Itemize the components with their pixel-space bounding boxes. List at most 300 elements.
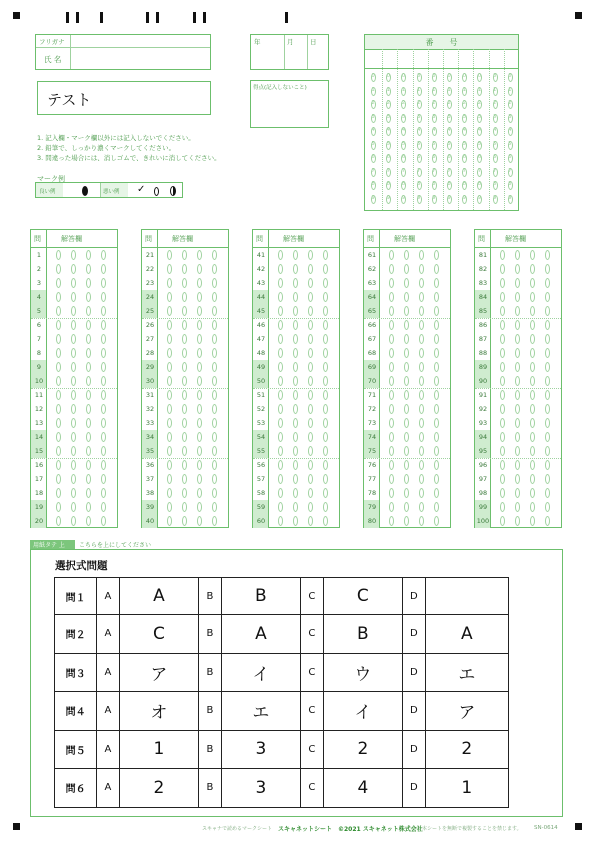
answer-bubble[interactable]	[515, 474, 520, 484]
answer-bubble[interactable]	[545, 502, 550, 512]
answer-bubble[interactable]	[500, 516, 505, 526]
answer-bubble[interactable]	[182, 278, 187, 288]
answer-bubble[interactable]	[389, 320, 394, 330]
answer-bubble[interactable]	[86, 306, 91, 316]
answer-bubble[interactable]	[212, 502, 217, 512]
answer-bubble[interactable]	[419, 348, 424, 358]
answer-bubble[interactable]	[212, 250, 217, 260]
answer-bubble[interactable]	[182, 390, 187, 400]
answer-bubble[interactable]	[167, 320, 172, 330]
answer-bubble[interactable]	[419, 292, 424, 302]
answer-bubble[interactable]	[56, 488, 61, 498]
answer-bubble[interactable]	[515, 376, 520, 386]
answer-bubble[interactable]	[323, 334, 328, 344]
choice-value[interactable]: A	[119, 578, 198, 615]
choice-value[interactable]: エ	[221, 692, 300, 731]
answer-bubble[interactable]	[308, 362, 313, 372]
answer-bubble[interactable]	[182, 488, 187, 498]
answer-bubble[interactable]	[182, 250, 187, 260]
answer-bubble[interactable]	[86, 432, 91, 442]
choice-value[interactable]: B	[323, 615, 402, 654]
answer-bubble[interactable]	[500, 320, 505, 330]
answer-bubble[interactable]	[515, 446, 520, 456]
answer-bubble[interactable]	[323, 264, 328, 274]
answer-bubble[interactable]	[515, 320, 520, 330]
answer-bubble[interactable]	[389, 418, 394, 428]
choice-value[interactable]	[425, 578, 508, 615]
answer-bubble[interactable]	[167, 278, 172, 288]
answer-bubble[interactable]	[167, 250, 172, 260]
answer-bubble[interactable]	[500, 460, 505, 470]
choice-value[interactable]: B	[221, 578, 300, 615]
answer-bubble[interactable]	[545, 306, 550, 316]
answer-bubble[interactable]	[71, 488, 76, 498]
answer-bubble[interactable]	[182, 418, 187, 428]
answer-bubble[interactable]	[323, 446, 328, 456]
answer-bubble[interactable]	[293, 432, 298, 442]
answer-bubble[interactable]	[182, 404, 187, 414]
answer-bubble[interactable]	[56, 460, 61, 470]
answer-bubble[interactable]	[323, 418, 328, 428]
answer-bubble[interactable]	[500, 334, 505, 344]
answer-bubble[interactable]	[389, 250, 394, 260]
answer-bubble[interactable]	[389, 488, 394, 498]
answer-bubble[interactable]	[530, 320, 535, 330]
answer-bubble[interactable]	[419, 488, 424, 498]
answer-bubble[interactable]	[545, 320, 550, 330]
answer-bubble[interactable]	[182, 320, 187, 330]
answer-bubble[interactable]	[419, 278, 424, 288]
answer-bubble[interactable]	[197, 292, 202, 302]
answer-bubble[interactable]	[212, 390, 217, 400]
answer-bubble[interactable]	[56, 376, 61, 386]
answer-bubble[interactable]	[278, 376, 283, 386]
answer-bubble[interactable]	[389, 348, 394, 358]
answer-bubble[interactable]	[71, 334, 76, 344]
answer-bubble[interactable]	[500, 292, 505, 302]
answer-bubble[interactable]	[545, 404, 550, 414]
answer-bubble[interactable]	[404, 460, 409, 470]
answer-bubble[interactable]	[56, 404, 61, 414]
choice-value[interactable]: 3	[221, 730, 300, 769]
answer-bubble[interactable]	[389, 362, 394, 372]
answer-bubble[interactable]	[212, 474, 217, 484]
answer-bubble[interactable]	[308, 516, 313, 526]
answer-bubble[interactable]	[308, 348, 313, 358]
answer-bubble[interactable]	[86, 278, 91, 288]
choice-value[interactable]: 2	[119, 769, 198, 808]
answer-bubble[interactable]	[101, 278, 106, 288]
answer-bubble[interactable]	[530, 460, 535, 470]
answer-bubble[interactable]	[419, 474, 424, 484]
answer-bubble[interactable]	[197, 488, 202, 498]
answer-bubble[interactable]	[404, 306, 409, 316]
answer-bubble[interactable]	[56, 334, 61, 344]
choice-value[interactable]: C	[119, 615, 198, 654]
answer-bubble[interactable]	[500, 348, 505, 358]
answer-bubble[interactable]	[545, 474, 550, 484]
answer-bubble[interactable]	[515, 404, 520, 414]
answer-bubble[interactable]	[515, 264, 520, 274]
answer-bubble[interactable]	[308, 334, 313, 344]
answer-bubble[interactable]	[515, 432, 520, 442]
answer-bubble[interactable]	[71, 418, 76, 428]
answer-bubble[interactable]	[323, 320, 328, 330]
answer-bubble[interactable]	[434, 502, 439, 512]
answer-bubble[interactable]	[197, 376, 202, 386]
answer-bubble[interactable]	[434, 376, 439, 386]
answer-bubble[interactable]	[323, 390, 328, 400]
answer-bubble[interactable]	[56, 446, 61, 456]
answer-bubble[interactable]	[101, 502, 106, 512]
answer-bubble[interactable]	[101, 418, 106, 428]
answer-bubble[interactable]	[404, 264, 409, 274]
answer-bubble[interactable]	[86, 418, 91, 428]
answer-bubble[interactable]	[530, 474, 535, 484]
choice-value[interactable]: エ	[425, 653, 508, 692]
answer-bubble[interactable]	[500, 250, 505, 260]
answer-bubble[interactable]	[86, 250, 91, 260]
answer-bubble[interactable]	[293, 278, 298, 288]
answer-bubble[interactable]	[515, 278, 520, 288]
answer-bubble[interactable]	[500, 278, 505, 288]
answer-bubble[interactable]	[86, 488, 91, 498]
answer-bubble[interactable]	[545, 292, 550, 302]
answer-bubble[interactable]	[500, 306, 505, 316]
answer-bubble[interactable]	[278, 516, 283, 526]
answer-bubble[interactable]	[530, 250, 535, 260]
answer-bubble[interactable]	[293, 418, 298, 428]
choice-value[interactable]: 1	[425, 769, 508, 808]
answer-bubble[interactable]	[167, 362, 172, 372]
answer-bubble[interactable]	[167, 460, 172, 470]
answer-bubble[interactable]	[278, 460, 283, 470]
choice-value[interactable]: 3	[221, 769, 300, 808]
answer-bubble[interactable]	[167, 390, 172, 400]
answer-bubble[interactable]	[86, 446, 91, 456]
answer-bubble[interactable]	[182, 516, 187, 526]
answer-bubble[interactable]	[434, 474, 439, 484]
answer-bubble[interactable]	[404, 488, 409, 498]
answer-bubble[interactable]	[56, 264, 61, 274]
answer-bubble[interactable]	[197, 418, 202, 428]
answer-bubble[interactable]	[71, 250, 76, 260]
answer-bubble[interactable]	[212, 446, 217, 456]
answer-bubble[interactable]	[404, 292, 409, 302]
answer-bubble[interactable]	[56, 516, 61, 526]
answer-bubble[interactable]	[404, 320, 409, 330]
answer-bubble[interactable]	[545, 460, 550, 470]
answer-bubble[interactable]	[308, 432, 313, 442]
answer-bubble[interactable]	[308, 390, 313, 400]
answer-bubble[interactable]	[212, 306, 217, 316]
answer-bubble[interactable]	[278, 306, 283, 316]
choice-value[interactable]: ウ	[323, 653, 402, 692]
answer-bubble[interactable]	[293, 334, 298, 344]
answer-bubble[interactable]	[323, 488, 328, 498]
answer-bubble[interactable]	[182, 334, 187, 344]
answer-bubble[interactable]	[308, 460, 313, 470]
answer-bubble[interactable]	[197, 516, 202, 526]
answer-bubble[interactable]	[56, 320, 61, 330]
answer-bubble[interactable]	[404, 446, 409, 456]
answer-bubble[interactable]	[419, 306, 424, 316]
answer-bubble[interactable]	[197, 250, 202, 260]
answer-bubble[interactable]	[101, 474, 106, 484]
answer-bubble[interactable]	[293, 488, 298, 498]
answer-bubble[interactable]	[500, 390, 505, 400]
answer-bubble[interactable]	[545, 446, 550, 456]
answer-bubble[interactable]	[197, 460, 202, 470]
answer-bubble[interactable]	[389, 264, 394, 274]
answer-bubble[interactable]	[389, 460, 394, 470]
answer-bubble[interactable]	[101, 488, 106, 498]
answer-bubble[interactable]	[530, 418, 535, 428]
answer-bubble[interactable]	[182, 446, 187, 456]
answer-bubble[interactable]	[167, 502, 172, 512]
answer-bubble[interactable]	[308, 404, 313, 414]
answer-bubble[interactable]	[530, 404, 535, 414]
answer-bubble[interactable]	[56, 348, 61, 358]
answer-bubble[interactable]	[419, 250, 424, 260]
answer-bubble[interactable]	[404, 278, 409, 288]
answer-bubble[interactable]	[182, 292, 187, 302]
answer-bubble[interactable]	[56, 292, 61, 302]
answer-bubble[interactable]	[197, 474, 202, 484]
answer-bubble[interactable]	[293, 264, 298, 274]
answer-bubble[interactable]	[86, 334, 91, 344]
answer-bubble[interactable]	[86, 320, 91, 330]
answer-bubble[interactable]	[434, 264, 439, 274]
answer-bubble[interactable]	[197, 264, 202, 274]
answer-bubble[interactable]	[212, 516, 217, 526]
answer-bubble[interactable]	[278, 446, 283, 456]
answer-bubble[interactable]	[71, 446, 76, 456]
answer-bubble[interactable]	[434, 516, 439, 526]
answer-bubble[interactable]	[530, 292, 535, 302]
answer-bubble[interactable]	[308, 292, 313, 302]
answer-bubble[interactable]	[182, 376, 187, 386]
answer-bubble[interactable]	[167, 418, 172, 428]
answer-bubble[interactable]	[197, 278, 202, 288]
answer-bubble[interactable]	[389, 306, 394, 316]
answer-bubble[interactable]	[500, 376, 505, 386]
answer-bubble[interactable]	[515, 348, 520, 358]
answer-bubble[interactable]	[389, 390, 394, 400]
answer-bubble[interactable]	[530, 334, 535, 344]
answer-bubble[interactable]	[389, 432, 394, 442]
answer-bubble[interactable]	[212, 376, 217, 386]
answer-bubble[interactable]	[500, 404, 505, 414]
answer-bubble[interactable]	[323, 306, 328, 316]
answer-bubble[interactable]	[101, 320, 106, 330]
answer-bubble[interactable]	[86, 474, 91, 484]
answer-bubble[interactable]	[86, 404, 91, 414]
answer-bubble[interactable]	[278, 278, 283, 288]
answer-bubble[interactable]	[434, 306, 439, 316]
answer-bubble[interactable]	[308, 488, 313, 498]
answer-bubble[interactable]	[434, 250, 439, 260]
answer-bubble[interactable]	[167, 432, 172, 442]
answer-bubble[interactable]	[419, 432, 424, 442]
answer-bubble[interactable]	[545, 334, 550, 344]
answer-bubble[interactable]	[101, 306, 106, 316]
answer-bubble[interactable]	[212, 362, 217, 372]
choice-value[interactable]: 2	[323, 730, 402, 769]
answer-bubble[interactable]	[197, 320, 202, 330]
answer-bubble[interactable]	[278, 418, 283, 428]
answer-bubble[interactable]	[101, 348, 106, 358]
answer-bubble[interactable]	[278, 474, 283, 484]
answer-bubble[interactable]	[500, 432, 505, 442]
answer-bubble[interactable]	[434, 292, 439, 302]
answer-bubble[interactable]	[308, 250, 313, 260]
answer-bubble[interactable]	[500, 502, 505, 512]
answer-bubble[interactable]	[434, 418, 439, 428]
answer-bubble[interactable]	[197, 446, 202, 456]
answer-bubble[interactable]	[404, 432, 409, 442]
answer-bubble[interactable]	[212, 348, 217, 358]
answer-bubble[interactable]	[389, 278, 394, 288]
answer-bubble[interactable]	[197, 390, 202, 400]
answer-bubble[interactable]	[182, 348, 187, 358]
answer-bubble[interactable]	[515, 362, 520, 372]
choice-value[interactable]: A	[425, 615, 508, 654]
answer-bubble[interactable]	[182, 474, 187, 484]
answer-bubble[interactable]	[278, 320, 283, 330]
answer-bubble[interactable]	[308, 474, 313, 484]
answer-bubble[interactable]	[404, 362, 409, 372]
answer-bubble[interactable]	[212, 278, 217, 288]
answer-bubble[interactable]	[101, 446, 106, 456]
answer-bubble[interactable]	[101, 376, 106, 386]
answer-bubble[interactable]	[323, 502, 328, 512]
answer-bubble[interactable]	[434, 334, 439, 344]
answer-bubble[interactable]	[515, 502, 520, 512]
answer-bubble[interactable]	[434, 432, 439, 442]
answer-bubble[interactable]	[404, 418, 409, 428]
answer-bubble[interactable]	[404, 390, 409, 400]
answer-bubble[interactable]	[389, 334, 394, 344]
answer-bubble[interactable]	[86, 264, 91, 274]
answer-bubble[interactable]	[212, 264, 217, 274]
answer-bubble[interactable]	[86, 390, 91, 400]
answer-bubble[interactable]	[71, 292, 76, 302]
answer-bubble[interactable]	[545, 264, 550, 274]
answer-bubble[interactable]	[515, 418, 520, 428]
answer-bubble[interactable]	[182, 432, 187, 442]
answer-bubble[interactable]	[545, 432, 550, 442]
answer-bubble[interactable]	[404, 502, 409, 512]
answer-bubble[interactable]	[86, 516, 91, 526]
answer-bubble[interactable]	[515, 292, 520, 302]
answer-bubble[interactable]	[167, 264, 172, 274]
answer-bubble[interactable]	[182, 264, 187, 274]
answer-bubble[interactable]	[323, 460, 328, 470]
answer-bubble[interactable]	[101, 404, 106, 414]
answer-bubble[interactable]	[530, 390, 535, 400]
answer-bubble[interactable]	[56, 390, 61, 400]
answer-bubble[interactable]	[323, 278, 328, 288]
answer-bubble[interactable]	[71, 348, 76, 358]
answer-bubble[interactable]	[434, 320, 439, 330]
choice-value[interactable]: オ	[119, 692, 198, 731]
answer-bubble[interactable]	[293, 306, 298, 316]
answer-bubble[interactable]	[389, 502, 394, 512]
answer-bubble[interactable]	[86, 502, 91, 512]
answer-bubble[interactable]	[71, 516, 76, 526]
answer-bubble[interactable]	[212, 460, 217, 470]
answer-bubble[interactable]	[197, 348, 202, 358]
answer-bubble[interactable]	[167, 446, 172, 456]
answer-bubble[interactable]	[56, 306, 61, 316]
answer-bubble[interactable]	[500, 446, 505, 456]
answer-bubble[interactable]	[86, 292, 91, 302]
answer-bubble[interactable]	[71, 502, 76, 512]
answer-bubble[interactable]	[212, 488, 217, 498]
answer-bubble[interactable]	[308, 376, 313, 386]
choice-value[interactable]: 4	[323, 769, 402, 808]
answer-bubble[interactable]	[308, 264, 313, 274]
answer-bubble[interactable]	[389, 516, 394, 526]
answer-bubble[interactable]	[500, 474, 505, 484]
answer-bubble[interactable]	[545, 516, 550, 526]
answer-bubble[interactable]	[167, 376, 172, 386]
answer-bubble[interactable]	[293, 362, 298, 372]
answer-bubble[interactable]	[293, 390, 298, 400]
answer-bubble[interactable]	[434, 348, 439, 358]
answer-bubble[interactable]	[323, 432, 328, 442]
answer-bubble[interactable]	[500, 264, 505, 274]
answer-bubble[interactable]	[167, 306, 172, 316]
answer-bubble[interactable]	[308, 306, 313, 316]
answer-bubble[interactable]	[278, 488, 283, 498]
answer-bubble[interactable]	[293, 404, 298, 414]
answer-bubble[interactable]	[293, 474, 298, 484]
answer-bubble[interactable]	[197, 404, 202, 414]
answer-bubble[interactable]	[500, 488, 505, 498]
answer-bubble[interactable]	[515, 390, 520, 400]
answer-bubble[interactable]	[419, 502, 424, 512]
choice-value[interactable]: ア	[119, 653, 198, 692]
answer-bubble[interactable]	[71, 404, 76, 414]
answer-bubble[interactable]	[434, 362, 439, 372]
answer-bubble[interactable]	[515, 250, 520, 260]
answer-bubble[interactable]	[323, 250, 328, 260]
answer-bubble[interactable]	[101, 334, 106, 344]
answer-bubble[interactable]	[56, 278, 61, 288]
answer-bubble[interactable]	[419, 418, 424, 428]
choice-value[interactable]: A	[221, 615, 300, 654]
answer-bubble[interactable]	[293, 460, 298, 470]
choice-value[interactable]: 1	[119, 730, 198, 769]
answer-bubble[interactable]	[71, 278, 76, 288]
answer-bubble[interactable]	[197, 502, 202, 512]
answer-bubble[interactable]	[545, 418, 550, 428]
answer-bubble[interactable]	[515, 334, 520, 344]
answer-bubble[interactable]	[197, 432, 202, 442]
answer-bubble[interactable]	[56, 474, 61, 484]
answer-bubble[interactable]	[278, 362, 283, 372]
answer-bubble[interactable]	[404, 516, 409, 526]
answer-bubble[interactable]	[389, 292, 394, 302]
answer-bubble[interactable]	[182, 460, 187, 470]
answer-bubble[interactable]	[278, 432, 283, 442]
answer-bubble[interactable]	[167, 334, 172, 344]
answer-bubble[interactable]	[293, 502, 298, 512]
answer-bubble[interactable]	[86, 376, 91, 386]
answer-bubble[interactable]	[434, 278, 439, 288]
